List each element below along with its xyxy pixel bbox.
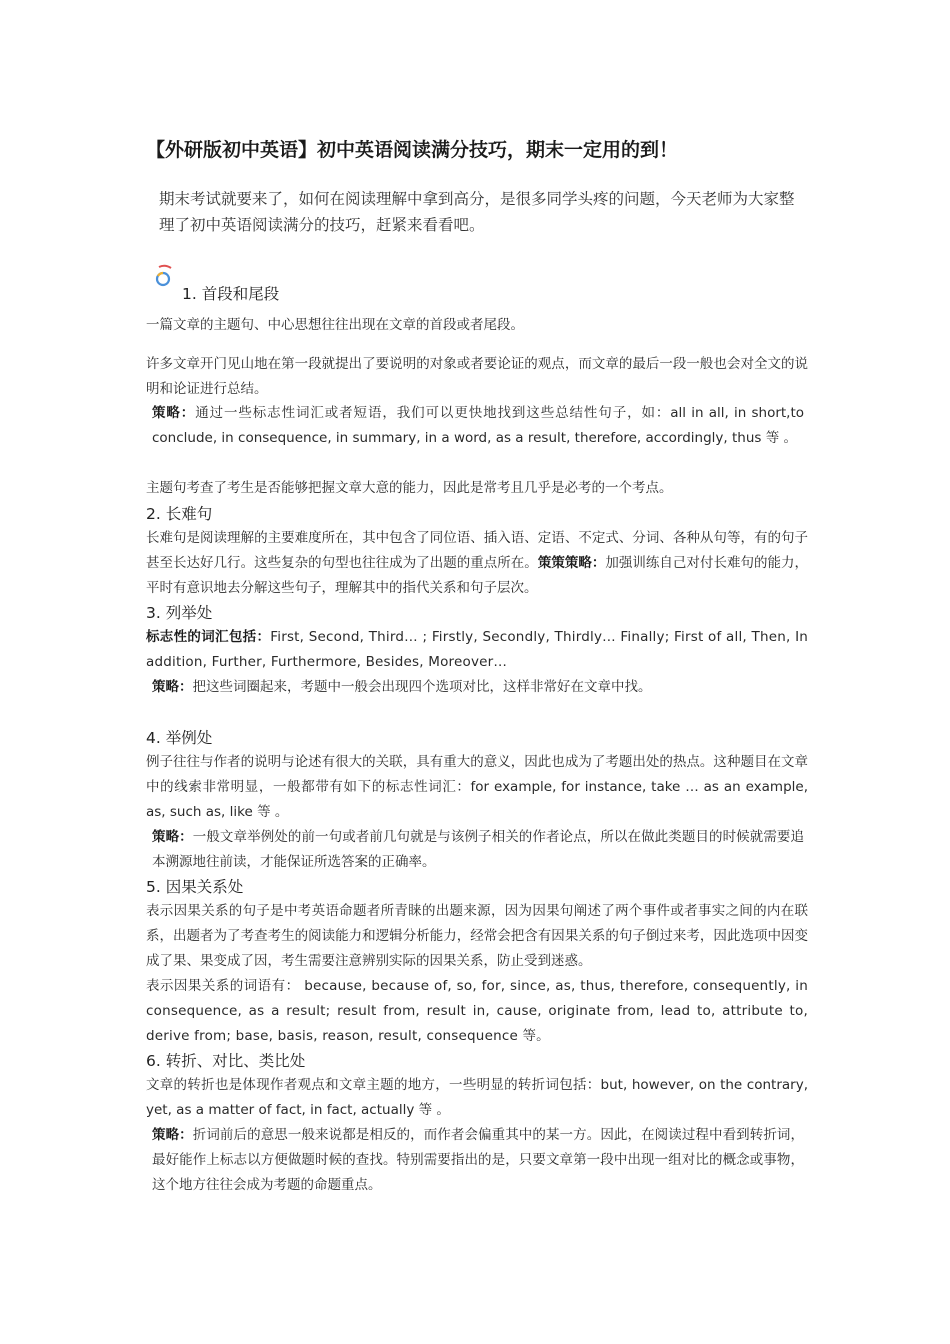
section-1-para-1: 一篇文章的主题句、中心思想往往出现在文章的首段或者尾段。: [146, 317, 524, 333]
signal-words-label: 标志性的词汇包括：: [146, 629, 271, 645]
section-2-para: [146, 526, 808, 600]
section-3-strategy: [152, 675, 804, 700]
section-6-heading: 6. 转折、对比、类比处: [146, 1052, 306, 1070]
strategy-text: 把这些词圈起来，考题中一般会出现四个选项对比，这样非常好在文章中找。: [192, 679, 652, 695]
signal-words-text: First, Second, Third… ; Firstly, Secondly, Thirdly… Finally; First of all, Then, In addition, Further, Furthermore, Besides, Moreover…: [146, 629, 809, 670]
section-6-para: 文章的转折也是体现作者观点和文章主题的地方，一些明显的转折词包括：but, however, on the contrary, yet, as a matter of fact, in fact, actually 等 。: [146, 1077, 808, 1118]
strategy-text: 加强训练自己对付长难句的能力，平时有意识地去分解这些句子，理解其中的指代关系和句子层次。: [146, 554, 809, 596]
intro-paragraph: 期末考试就要来了，如何在阅读理解中拿到高分，是很多同学头疼的问题，今天老师为大家整理了初中英语阅读满分的技巧，赶紧来看看吧。: [159, 190, 795, 234]
section-3-para: [146, 625, 808, 675]
section-1-heading: 1. 首段和尾段: [182, 285, 280, 303]
strategy-label: 策略：: [152, 829, 193, 845]
section-5-para-2: 表示因果关系的词语有： because, because of, so, for, since, as, thus, therefore, consequently, in consequence, as a result; result from, result in, cause, originate from, lead to, attribute to, derive from; base, basis, reason, result, consequence 等。: [146, 978, 808, 1044]
strategy-label: 策略：: [152, 405, 196, 421]
strategy-label: 策略：: [152, 1127, 193, 1143]
strategy-label: 策策策略：: [537, 554, 606, 571]
section-1-strategy: [152, 401, 804, 451]
section-5-para-1: 表示因果关系的句子是中考英语命题者所青睐的出题来源，因为因果句阐述了两个事件或者事实之间的内在联系，出题者为了考查考生的阅读能力和逻辑分析能力，经常会把含有因果关系的句子倒过来考，因此选项中因变成了果、果变成了因，考生需要注意辨别实际的因果关系，防止受到迷惑。: [146, 903, 808, 969]
strategy-label: 策略：: [152, 679, 193, 695]
ring-logo-icon: [154, 264, 176, 288]
strategy-text: 折词前后的意思一般来说都是相反的，而作者会偏重其中的某一方。因此，在阅读过程中看到转折词，最好能作上标志以方便做题时候的查找。特别需要指出的是，只要文章第一段中出现一组对比的概念或事物，这个地方往往会成为考题的命题重点。: [152, 1127, 805, 1193]
strategy-text: 通过一些标志性词汇或者短语，我们可以更快地找到这些总结性句子，如：all in all, in short,to conclude, in consequence, in summary, in a word, as a result, therefore, accordingly, thus 等 。: [152, 405, 805, 446]
section-4-strategy: [152, 825, 804, 875]
section-2-text: 长难句是阅读理解的主要难度所在，其中包含了同位语、插入语、定语、不定式、分词、各种从句等，有的句子甚至长达好几行。这些复杂的句型也往往成为了出题的重点所在。: [146, 530, 808, 571]
section-1-para-3: 主题句考查了考生是否能够把握文章大意的能力，因此是常考且几乎是必考的一个考点。: [146, 480, 673, 496]
section-4-heading: 4. 举例处: [146, 729, 213, 747]
section-4-para: 例子往往与作者的说明与论述有很大的关联，具有重大的意义，因此也成为了考题出处的热点。这种题目在文章中的线索非常明显，一般都带有如下的标志性词汇：for example, for instance, take … as an example, as, such as, like 等 。: [146, 754, 808, 820]
section-5-heading: 5. 因果关系处: [146, 878, 244, 896]
section-3-heading: 3. 列举处: [146, 604, 213, 622]
strategy-text: 一般文章举例处的前一句或者前几句就是与该例子相关的作者论点，所以在做此类题目的时候就需要追本溯源地往前读，才能保证所选答案的正确率。: [152, 829, 805, 870]
document-title: 【外研版初中英语】初中英语阅读满分技巧，期末一定用的到！: [146, 139, 679, 161]
section-2-heading: 2. 长难句: [146, 505, 213, 523]
section-1-para-2: 许多文章开门见山地在第一段就提出了要说明的对象或者要论证的观点，而文章的最后一段一般也会对全文的说明和论证进行总结。: [146, 356, 808, 397]
section-6-strategy: [152, 1123, 804, 1197]
